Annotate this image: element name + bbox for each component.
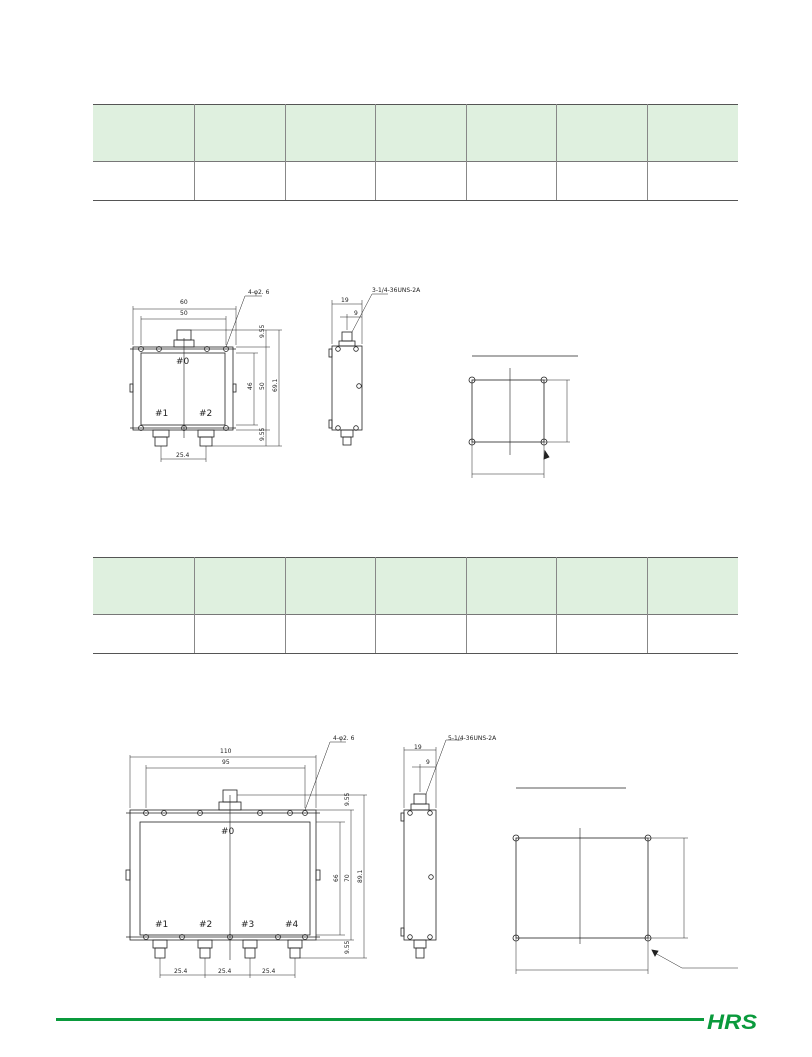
drawing-1-side-view: [329, 294, 388, 445]
dim-side-width: 19: [341, 297, 349, 304]
dim-port-spacing: 25.4: [176, 452, 190, 459]
hrs-logo: [706, 1008, 758, 1034]
dim-port-spacing-2: 25.4: [218, 968, 232, 975]
drawing-1-mounting-pattern: [469, 356, 578, 478]
dim-total: 69.1: [272, 378, 279, 392]
dim-inner: 66: [333, 874, 340, 882]
dim-side-offset: 9: [426, 759, 430, 766]
dim-total: 89.1: [357, 869, 364, 883]
drawing-2-mounting-pattern: [513, 788, 738, 974]
dim-width-overall: 60: [180, 299, 188, 306]
port-0-label: #0: [176, 357, 190, 367]
dim-bottom: 9.55: [344, 940, 351, 954]
dim-port-spacing-3: 25.4: [262, 968, 276, 975]
dim-top: 9.55: [259, 324, 266, 338]
dim-top: 9.55: [344, 792, 351, 806]
dim-inner: 46: [247, 382, 254, 390]
drawing-2-front-view: [126, 742, 367, 978]
connector-callout: 5-1/4-36UNS-2A: [448, 735, 497, 742]
port-2-label: #2: [199, 920, 213, 930]
holes-callout: 4-φ2. 6: [333, 735, 355, 742]
dim-hole-pitch: 50: [180, 310, 188, 317]
dim-width-overall: 110: [220, 748, 232, 755]
logo-text: HRS: [707, 1011, 757, 1034]
dim-side-offset: 9: [354, 310, 358, 317]
port-1-label: #1: [155, 409, 169, 419]
dim-pitch: 50: [259, 382, 266, 390]
dim-bottom: 9.55: [259, 427, 266, 441]
dim-pitch: 70: [344, 874, 351, 882]
port-4-label: #4: [285, 920, 299, 930]
dim-side-width: 19: [414, 744, 422, 751]
dim-hole-pitch: 95: [222, 759, 230, 766]
port-0-label: #0: [221, 827, 235, 837]
port-2-label: #2: [199, 409, 213, 419]
port-1-label: #1: [155, 920, 169, 930]
drawing-2-side-view: [401, 740, 462, 958]
connector-callout: 3-1/4-36UNS-2A: [372, 287, 421, 294]
dim-port-spacing-1: 25.4: [174, 968, 188, 975]
holes-callout: 4-φ2. 6: [248, 289, 270, 296]
port-3-label: #3: [241, 920, 255, 930]
footer-divider: [56, 1018, 704, 1021]
